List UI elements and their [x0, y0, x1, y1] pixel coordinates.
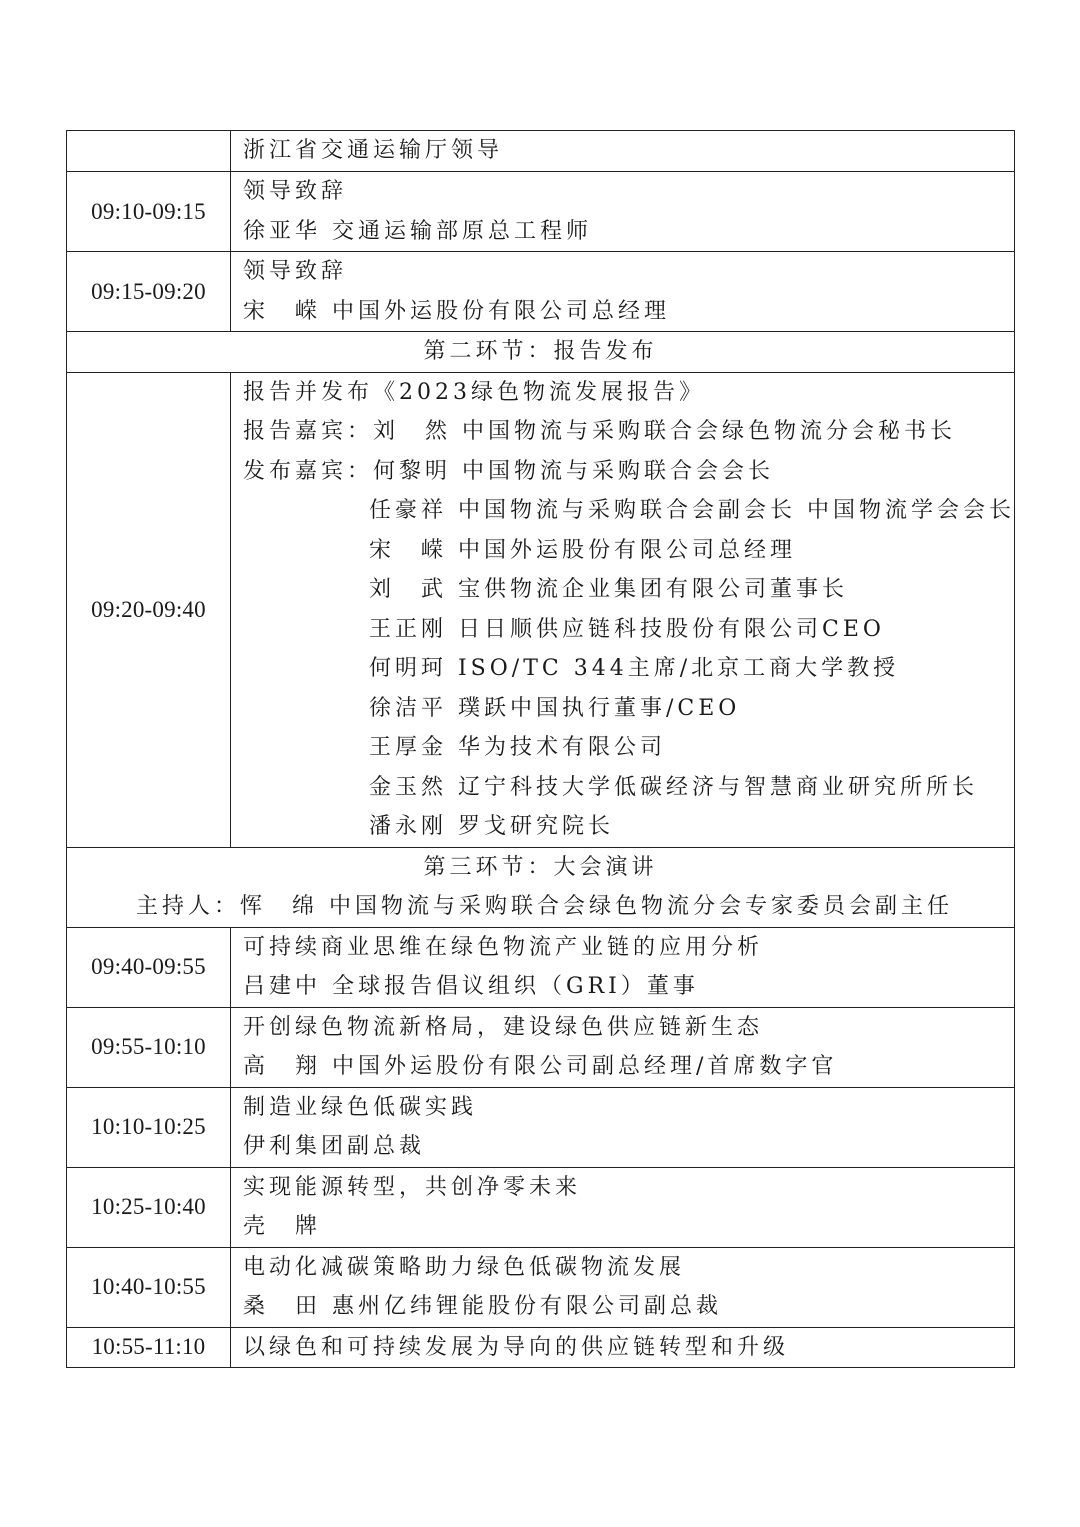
content-cell — [231, 131, 1015, 172]
table-row — [67, 1087, 1015, 1167]
table-row — [67, 131, 1015, 172]
table-row — [67, 1167, 1015, 1247]
speaker-line: 浙江省交通运输厅领导 — [243, 138, 504, 164]
publisher-line: 宋 嵘 中国外运股份有限公司总经理 — [369, 537, 796, 563]
content-cell — [231, 1247, 1015, 1327]
time-cell: 09:20-09:40 — [67, 372, 231, 847]
session-title: 电动化减碳策略助力绿色低碳物流发展 — [243, 1254, 686, 1280]
time-cell: 10:25-10:40 — [67, 1167, 231, 1247]
session-title: 制造业绿色低碳实践 — [243, 1094, 478, 1120]
publisher-line: 发布嘉宾：何黎明 中国物流与采购联合会会长 — [243, 458, 774, 484]
speaker-line: 伊利集团副总裁 — [243, 1134, 426, 1159]
section-3-title-cell — [67, 847, 1015, 927]
table-row — [67, 372, 1015, 847]
speaker-line: 徐亚华 交通运输部原总工程师 — [243, 218, 592, 244]
time-cell: 09:10-09:15 — [67, 172, 231, 252]
session-title: 领导致辞 — [243, 259, 348, 284]
speaker-line: 宋 嵘 中国外运股份有限公司总经理 — [243, 298, 670, 324]
table-row — [67, 172, 1015, 252]
table-row — [67, 927, 1015, 1007]
content-cell — [231, 252, 1015, 332]
session-title: 可持续商业思维在绿色物流产业链的应用分析 — [243, 934, 764, 960]
reporter-line: 报告嘉宾：刘 然 中国物流与采购联合会绿色物流分会秘书长 — [243, 419, 956, 444]
publisher-line: 潘永刚 罗戈研究院长 — [369, 814, 614, 839]
content-cell — [231, 1167, 1015, 1247]
time-cell: 09:40-09:55 — [67, 927, 231, 1007]
publisher-line: 任豪祥 中国物流与采购联合会副会长 中国物流学会会长 — [369, 498, 1015, 523]
content-cell — [231, 1087, 1015, 1167]
content-cell — [231, 372, 1015, 847]
host-line: 主持人：恽 绵 中国物流与采购联合会绿色物流分会专家委员会副主任 — [136, 894, 953, 919]
table-row — [67, 1327, 1015, 1368]
agenda-table — [66, 130, 1015, 1368]
content-cell — [231, 1327, 1015, 1368]
table-row — [67, 252, 1015, 332]
table-row — [67, 1247, 1015, 1327]
publisher-line: 金玉然 辽宁科技大学低碳经济与智慧商业研究所所长 — [369, 774, 978, 800]
section-title: 第三环节：大会演讲 — [423, 854, 658, 880]
session-title: 实现能源转型，共创净零未来 — [243, 1174, 582, 1200]
speaker-line: 吕建中 全球报告倡议组织（GRI）董事 — [243, 974, 699, 999]
section-2-title-cell — [67, 332, 1015, 373]
table-row — [67, 1007, 1015, 1087]
publisher-line: 徐洁平 璞跃中国执行董事/CEO — [369, 695, 741, 721]
section-title: 第二环节：报告发布 — [423, 339, 658, 364]
time-cell: 09:15-09:20 — [67, 252, 231, 332]
content-cell — [231, 1007, 1015, 1087]
time-cell — [67, 131, 231, 172]
speaker-line: 高 翔 中国外运股份有限公司副总经理/首席数字官 — [243, 1054, 838, 1079]
time-cell: 09:55-10:10 — [67, 1007, 231, 1087]
session-title: 开创绿色物流新格局，建设绿色供应链新生态 — [243, 1014, 764, 1040]
content-cell — [231, 927, 1015, 1007]
speaker-line: 桑 田 惠州亿纬锂能股份有限公司副总裁 — [243, 1294, 722, 1319]
publisher-line: 王厚金 华为技术有限公司 — [369, 735, 666, 760]
section-header-row — [67, 847, 1015, 927]
publisher-line: 何明珂 ISO/TC 344主席/北京工商大学教授 — [369, 656, 900, 681]
content-cell — [231, 172, 1015, 252]
publisher-line: 王正刚 日日顺供应链科技股份有限公司CEO — [369, 616, 885, 642]
report-title: 报告并发布《2023绿色物流发展报告》 — [243, 379, 705, 405]
time-cell: 10:10-10:25 — [67, 1087, 231, 1167]
time-cell: 10:40-10:55 — [67, 1247, 231, 1327]
time-cell: 10:55-11:10 — [67, 1327, 231, 1368]
section-header-row — [67, 332, 1015, 373]
speaker-line: 壳 牌 — [243, 1214, 322, 1239]
session-title: 领导致辞 — [243, 179, 348, 204]
publisher-line: 刘 武 宝供物流企业集团有限公司董事长 — [369, 577, 848, 602]
session-title: 以绿色和可持续发展为导向的供应链转型和升级 — [243, 1334, 790, 1360]
